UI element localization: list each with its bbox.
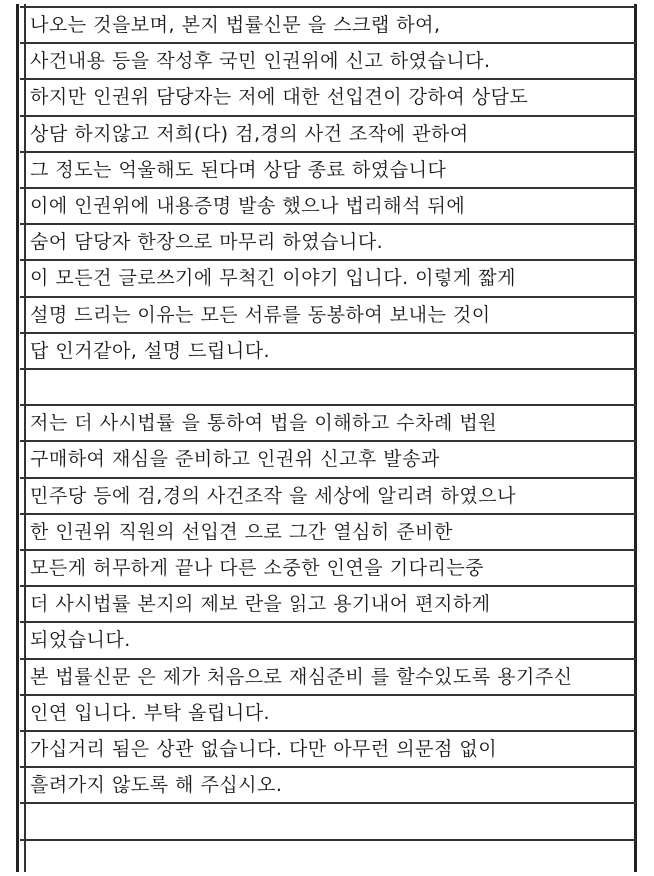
handwritten-line: 저는 더 사시법률 을 통하여 법을 이해하고 수차례 법원 — [30, 412, 498, 434]
handwritten-line: 한 인권위 직원의 선입견 으로 그간 열심히 준비한 — [30, 521, 453, 543]
handwritten-line: 민주당 등에 검,경의 사건조작 을 세상에 알리려 하였으나 — [30, 485, 516, 507]
handwritten-line: 인연 입니다. 부탁 올립니다. — [30, 702, 271, 724]
handwritten-line: 그 정도는 억울해도 된다며 상담 종료 하였습니다 — [30, 159, 447, 181]
handwritten-line: 이에 인권위에 내용증명 발송 했으나 법리해석 뒤에 — [30, 195, 466, 217]
ruled-line — [20, 802, 636, 804]
handwritten-line: 나오는 것을보며, 본지 법률신문 을 스크랩 하여, — [30, 14, 441, 36]
handwritten-line — [30, 370, 630, 404]
handwritten-line: 답 인거같아, 설명 드립니다. — [30, 340, 271, 362]
handwritten-line: 상담 하지않고 저희(다) 검,경의 사건 조작에 관하여 — [30, 123, 469, 145]
handwritten-line: 흘려가지 않도록 해 주십시오. — [30, 774, 283, 796]
handwritten-line: 모든게 허무하게 끝나 다른 소중한 인연을 기다리는중 — [30, 557, 485, 579]
handwritten-line: 구매하여 재심을 준비하고 인권위 신고후 발송과 — [30, 448, 440, 470]
left-margin-border — [16, 4, 19, 872]
handwritten-line: 더 사시법률 본지의 제보 란을 읽고 용기내어 편지하게 — [30, 593, 491, 615]
handwritten-line: 이 모든건 글로쓰기에 무척긴 이야기 입니다. 이렇게 짧게 — [30, 267, 516, 289]
handwritten-line: 본 법률신문 은 제가 처음으로 재심준비 를 할수있도록 용기주신 — [30, 666, 573, 688]
handwritten-line: 가십거리 됨은 상관 없습니다. 다만 아무런 의문점 없이 — [30, 738, 498, 760]
ruled-line — [20, 839, 636, 841]
handwritten-line: 하지만 인권위 담당자는 저에 대한 선입견이 강하여 상담도 — [30, 86, 529, 108]
handwritten-line: 되었습니다. — [30, 629, 131, 651]
handwritten-line: 설명 드리는 이유는 모든 서류를 동봉하여 보내는 것이 — [30, 304, 491, 326]
handwritten-line: 사건내용 등을 작성후 국민 인권위에 신고 하였습니다. — [30, 50, 491, 72]
handwritten-line: 숨어 담당자 한장으로 마무리 하였습니다. — [30, 231, 384, 253]
